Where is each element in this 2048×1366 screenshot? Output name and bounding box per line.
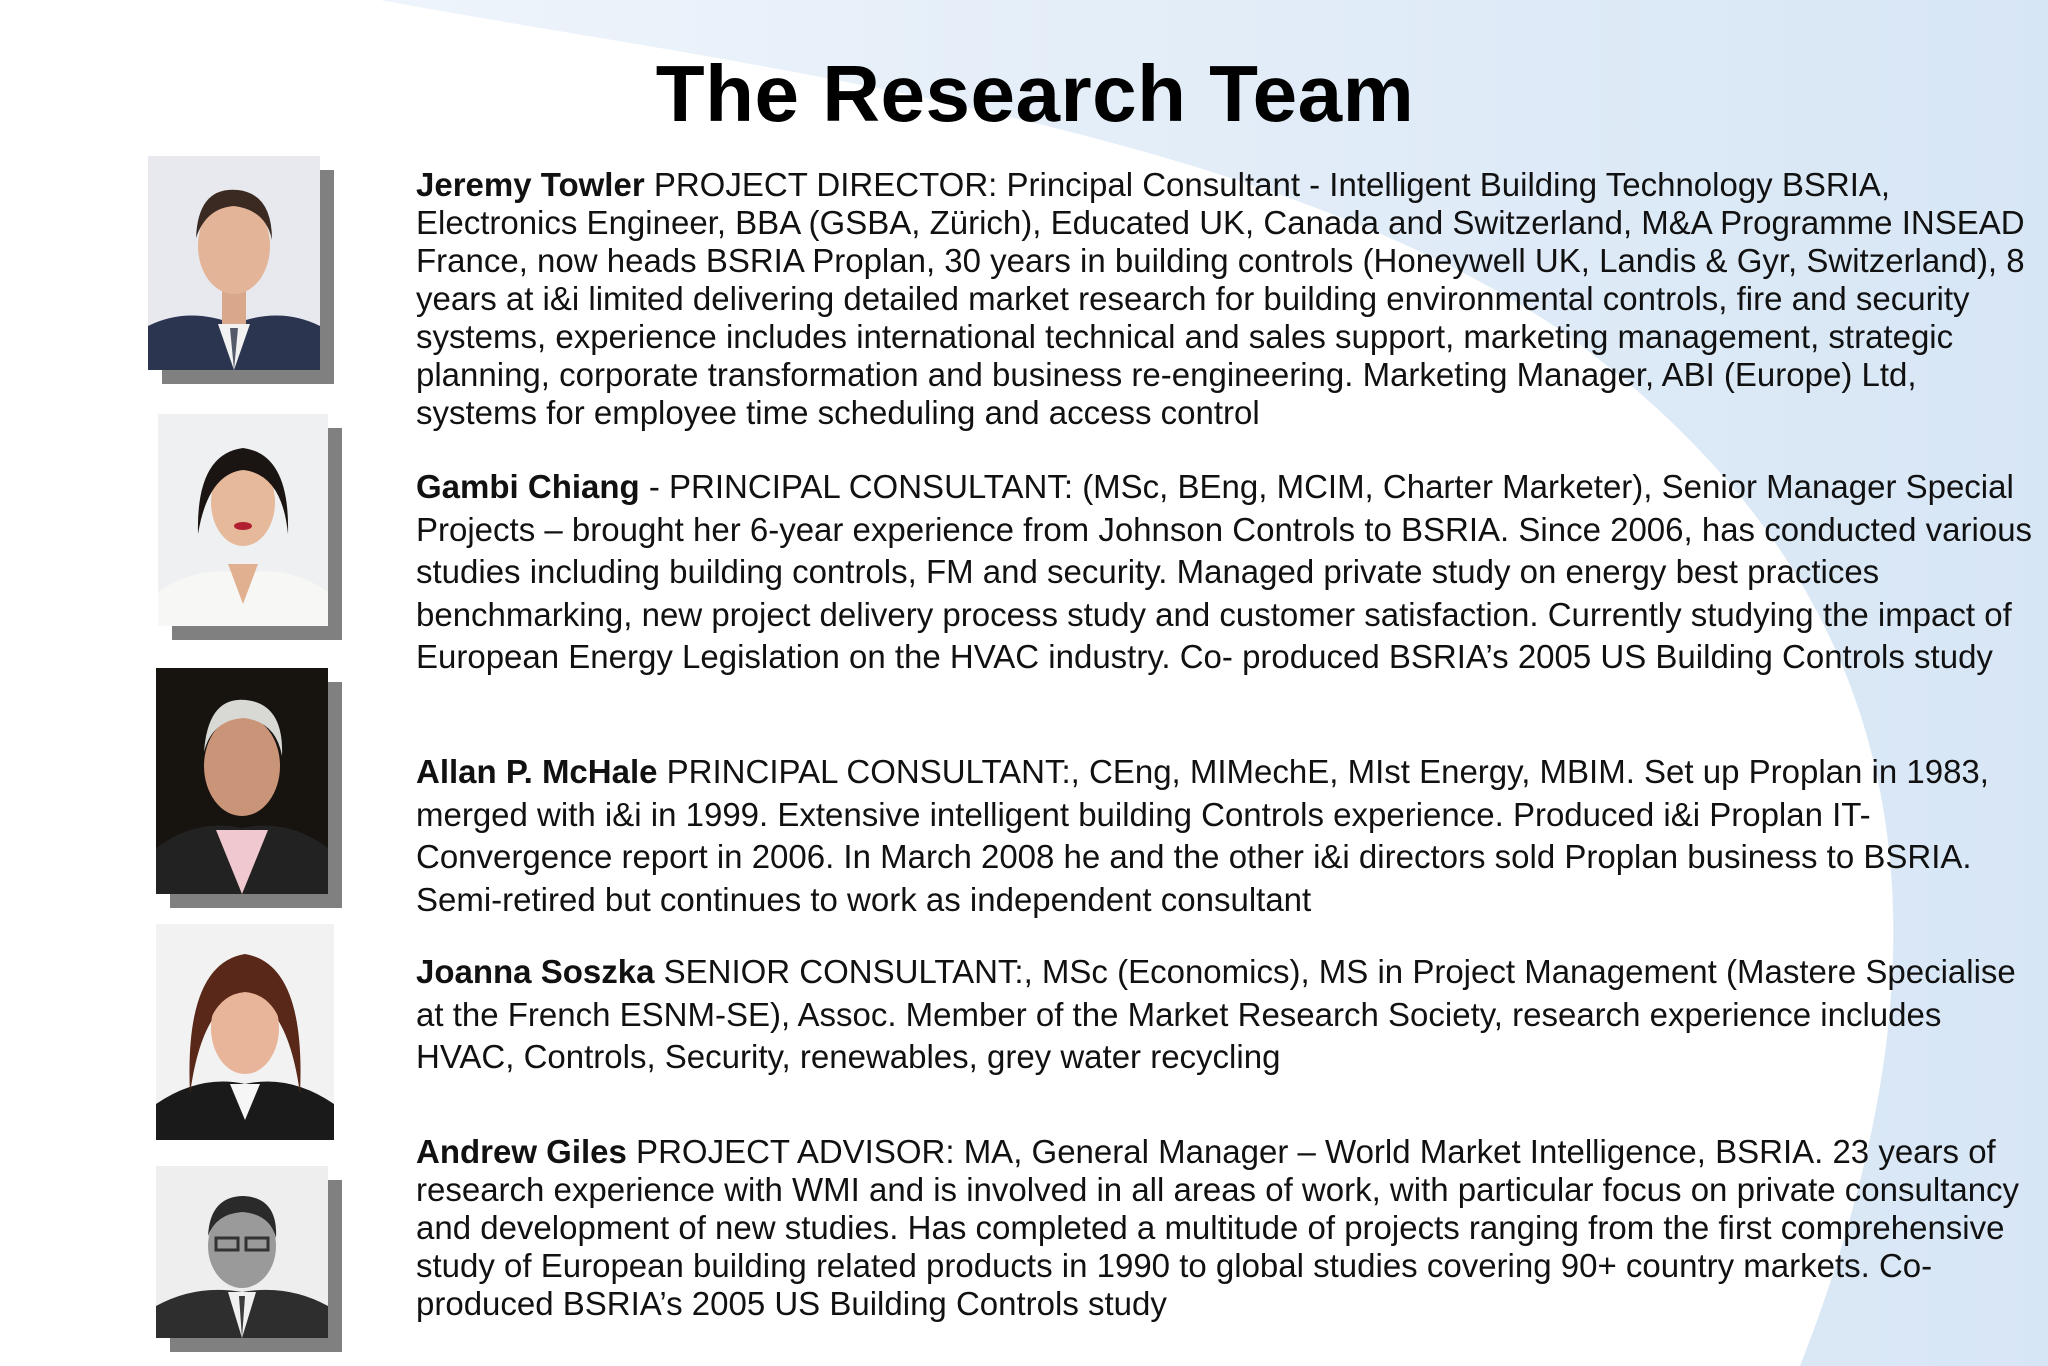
slide-title: The Research Team: [655, 49, 1415, 138]
member-name: Joanna Soszka: [416, 953, 655, 990]
portrait-image: [156, 924, 334, 1140]
photo-gambi-chiang: [158, 414, 328, 626]
bio-gambi-chiang: [416, 466, 2036, 679]
portrait-image: [156, 1166, 328, 1338]
bio-allan-mchale: [416, 751, 2036, 921]
bio-jeremy-towler: [416, 166, 2036, 432]
photo-allan-mchale: [156, 668, 328, 894]
member-description: SENIOR CONSULTANT:, MSc (Economics), MS in Project Management (Mastere Specialise at the French ESNM-SE), Assoc. Member of the Market Research Society, research experience includes HVAC, Controls, Security, renewables, grey water recycling: [416, 953, 2016, 1075]
photo-jeremy-towler: [148, 156, 320, 370]
portrait-image: [158, 414, 328, 626]
member-description: PROJECT DIRECTOR: Principal Consultant - Intelligent Building Technology BSRIA, Electronics Engineer, BBA (GSBA, Zürich), Educated UK, Canada and Switzerland, M&A Programme INSEAD France, now heads BSRIA Proplan, 30 years in building controls (Honeywell UK, Landis & Gyr, Switzerland), 8 years at i&i limited delivering detailed market research for building environmental controls, fire and security systems, experience includes international technical and sales support, marketing management, strategic planning, corporate transformation and business re-engineering. Marketing Manager, ABI (Europe) Ltd, systems for employee time scheduling and access control: [416, 166, 2025, 431]
bio-joanna-soszka: [416, 951, 2036, 1079]
photo-andrew-giles: [156, 1166, 328, 1338]
portrait-image: [148, 156, 320, 370]
portrait-image: [156, 668, 328, 894]
member-name: Jeremy Towler: [416, 166, 645, 203]
member-description: - PRINCIPAL CONSULTANT: (MSc, BEng, MCIM, Charter Marketer), Senior Manager Special Projects – brought her 6-year experience from Johnson Controls to BSRIA. Since 2006, has conducted various studies including building controls, FM and security. Managed private study on energy best practices benchmarking, new project delivery process study and customer satisfaction. Currently studying the impact of European Energy Legislation on the HVAC industry. Co- produced BSRIA’s 2005 US Building Controls study: [416, 468, 2033, 675]
member-description: PRINCIPAL CONSULTANT:, CEng, MIMechE, MIst Energy, MBIM. Set up Proplan in 1983, merged with i&i in 1999. Extensive intelligent building Controls experience. Produced i&i Proplan IT-Convergence report in 2006. In March 2008 he and the other i&i directors sold Proplan business to BSRIA. Semi-retired but continues to work as independent consultant: [416, 753, 1989, 918]
member-name: Andrew Giles: [416, 1133, 627, 1170]
member-name: Allan P. McHale: [416, 753, 658, 790]
member-description: PROJECT ADVISOR: MA, General Manager – World Market Intelligence, BSRIA. 23 years of research experience with WMI and is involved in all areas of work, with particular focus on private consultancy and development of new studies. Has completed a multitude of projects ranging from the first comprehensive study of European building related products in 1990 to global studies covering 90+ country markets. Co- produced BSRIA’s 2005 US Building Controls study: [416, 1133, 2020, 1322]
bio-andrew-giles: [416, 1133, 2036, 1323]
member-name: Gambi Chiang: [416, 468, 640, 505]
photo-joanna-soszka: [156, 924, 334, 1140]
